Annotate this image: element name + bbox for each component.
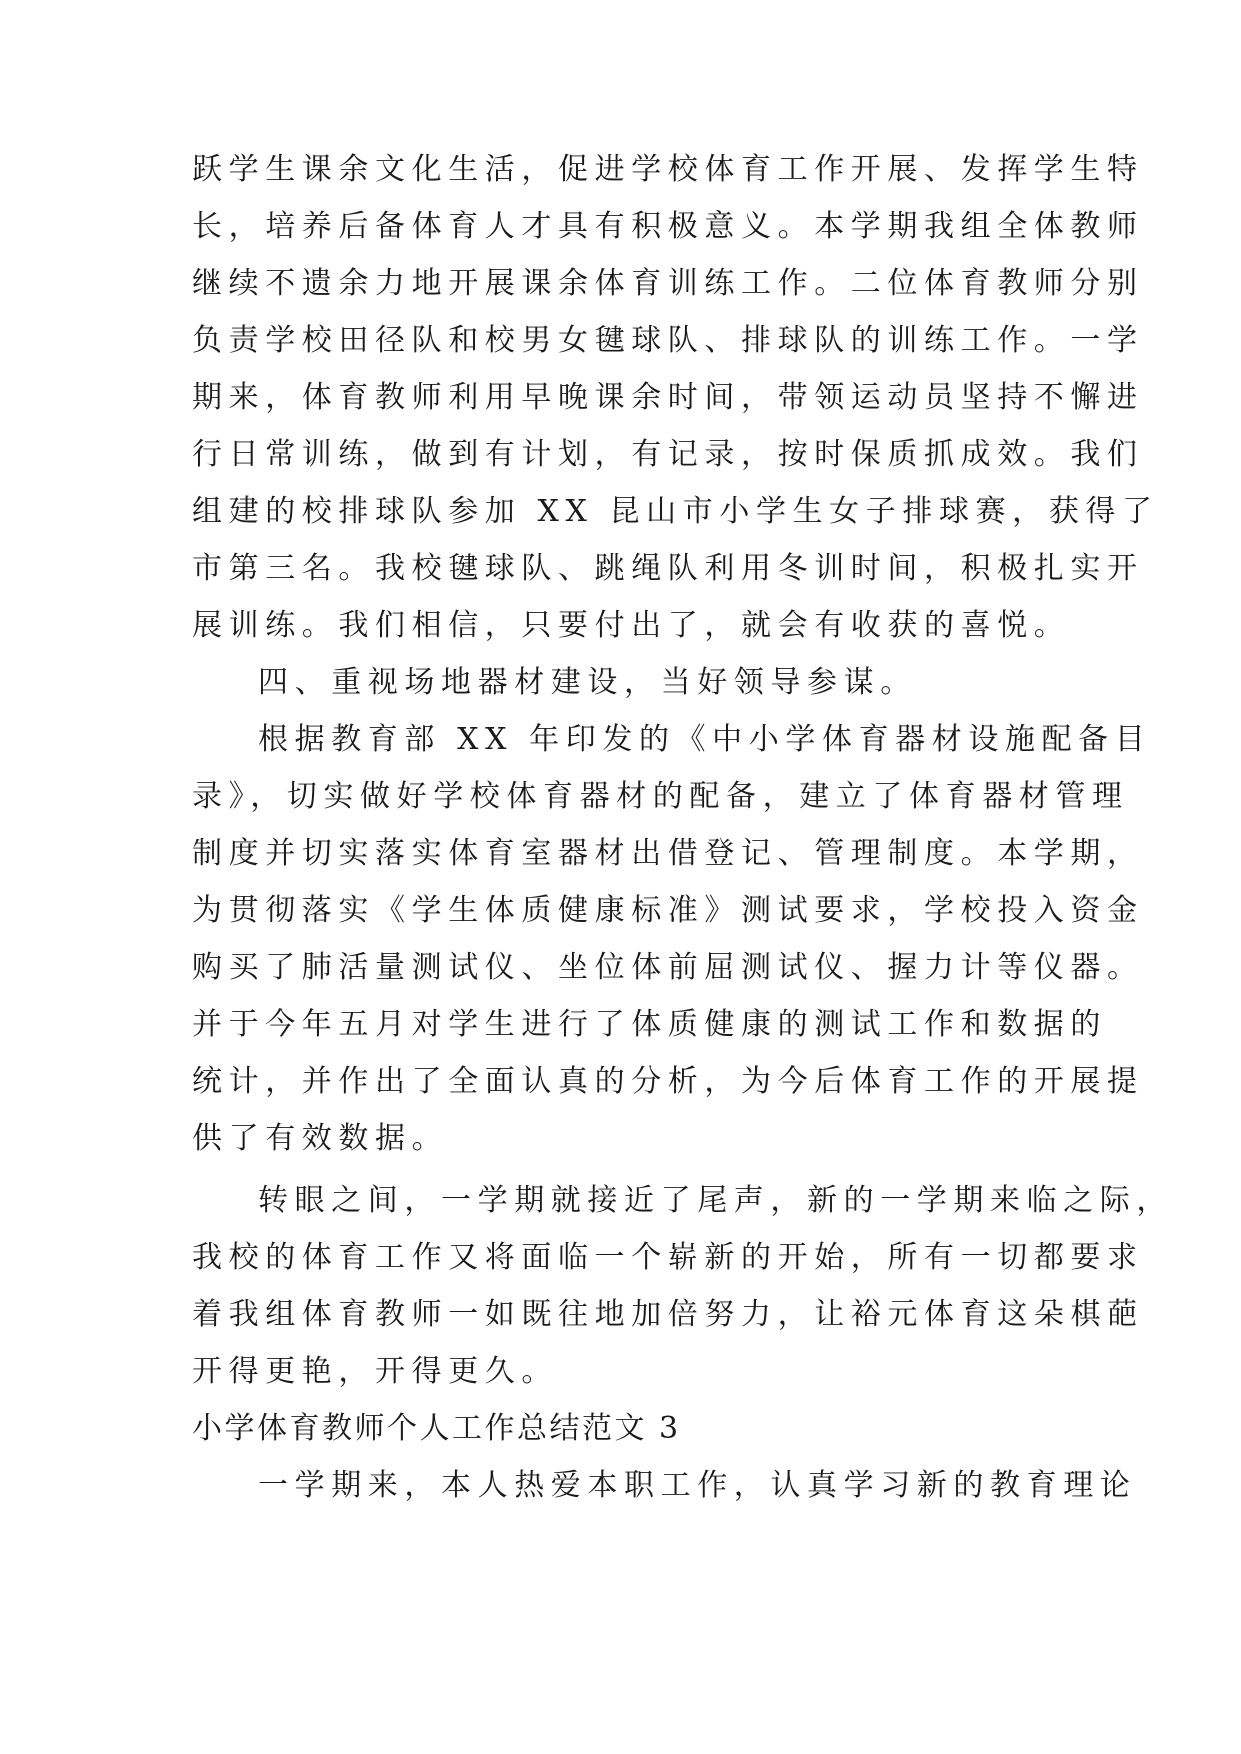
paragraph-line: 组建的校排球队参加 XX 昆山市小学生女子排球赛，获得了: [192, 494, 1159, 529]
paragraph-line: 开得更艳，开得更久。: [192, 1354, 558, 1389]
paragraph-line: 并于今年五月对学生进行了体质健康的测试工作和数据的: [192, 1007, 1107, 1042]
paragraph-line: 负责学校田径队和校男女毽球队、排球队的训练工作。一学: [192, 323, 1144, 358]
paragraph-line: 转眼之间，一学期就接近了尾声，新的一学期来临之际，: [258, 1183, 1173, 1218]
paragraph-line: 供了有效数据。: [192, 1121, 449, 1156]
paragraph-line: 行日常训练，做到有计划，有记录，按时保质抓成效。我们: [192, 437, 1144, 472]
paragraph-line: 展训练。我们相信，只要付出了，就会有收获的喜悦。: [192, 608, 1071, 643]
paragraph-line: 一学期来，本人热爱本职工作，认真学习新的教育理论: [258, 1468, 1137, 1503]
section-title: 小学体育教师个人工作总结范文 3: [192, 1411, 681, 1446]
paragraph-line: 期来，体育教师利用早晚课余时间，带领运动员坚持不懈进: [192, 380, 1144, 415]
paragraph-line: 我校的体育工作又将面临一个崭新的开始，所有一切都要求: [192, 1240, 1144, 1275]
paragraph-line: 制度并切实落实体育室器材出借登记、管理制度。本学期，: [192, 836, 1144, 871]
paragraph-line: 录》，切实做好学校体育器材的配备，建立了体育器材管理: [192, 779, 1129, 814]
paragraph-line: 着我组体育教师一如既往地加倍努力，让裕元体育这朵棋葩: [192, 1297, 1144, 1332]
paragraph-line: 统计，并作出了全面认真的分析，为今后体育工作的开展提: [192, 1064, 1144, 1099]
paragraph-line: 继续不遗余力地开展课余体育训练工作。二位体育教师分别: [192, 266, 1144, 301]
paragraph-line: 市第三名。我校毽球队、跳绳队利用冬训时间，积极扎实开: [192, 551, 1144, 586]
paragraph-line: 跃学生课余文化生活，促进学校体育工作开展、发挥学生特: [192, 152, 1144, 187]
paragraph-line: 长，培养后备体育人才具有积极意义。本学期我组全体教师: [192, 209, 1144, 244]
section-heading: 四、重视场地器材建设，当好领导参谋。: [258, 665, 917, 700]
paragraph-line: 根据教育部 XX 年印发的《中小学体育器材设施配备目: [258, 722, 1152, 757]
paragraph-line: 购买了肺活量测试仪、坐位体前屈测试仪、握力计等仪器。: [192, 950, 1144, 985]
paragraph-line: 为贯彻落实《学生体质健康标准》测试要求，学校投入资金: [192, 893, 1144, 928]
